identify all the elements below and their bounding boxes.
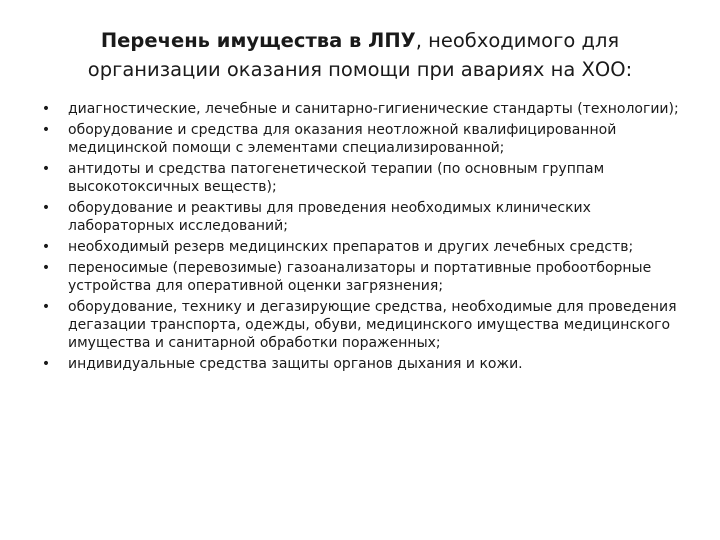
slide-title xyxy=(40,26,680,84)
title-line-2: организации оказания помощи при авариях на ХОО: xyxy=(87,58,633,81)
list-item xyxy=(40,238,690,256)
bullet-icon: • xyxy=(41,239,51,255)
list-item xyxy=(40,121,690,157)
list-item-text: антидоты и средства патогенетической терапии (по основным группам высокотоксичных веществ); xyxy=(68,161,605,195)
bullet-icon: • xyxy=(41,299,51,315)
bullet-icon: • xyxy=(41,122,51,138)
list-item-text: переносимые (перевозимые) газоанализаторы и портативные пробоотборные устройства для оперативной оценки загрязнения; xyxy=(68,260,652,294)
bullet-icon: • xyxy=(41,101,51,117)
bullet-icon: • xyxy=(41,161,51,177)
list-item-text: оборудование и средства для оказания неотложной квалифицированной медицинской помощи с элементами специализированной; xyxy=(68,122,617,156)
list-item xyxy=(40,298,690,352)
list-item xyxy=(40,259,690,295)
bullet-icon: • xyxy=(41,260,51,276)
list-item-text: необходимый резерв медицинских препаратов и других лечебных средств; xyxy=(68,239,634,255)
list-item-text: оборудование, технику и дегазирующие средства, необходимые для проведения дегазации транспорта, одежды, обуви, медицинского имущества медицинского имущества и санитарной обработки пораженных; xyxy=(68,299,677,351)
bullet-icon: • xyxy=(41,356,51,372)
list-item-text: индивидуальные средства защиты органов дыхания и кожи. xyxy=(68,356,523,372)
list-item-text: оборудование и реактивы для проведения необходимых клинических лабораторных исследований; xyxy=(68,200,591,234)
bullet-icon: • xyxy=(41,200,51,216)
list-item xyxy=(40,355,690,373)
list-item xyxy=(40,160,690,196)
list-item-text: диагностические, лечебные и санитарно-гигиенические стандарты (технологии); xyxy=(68,101,679,117)
title-rest: , необходимого для xyxy=(415,29,620,52)
list-item xyxy=(40,100,690,118)
equipment-list xyxy=(40,100,690,376)
title-bold-part: Перечень имущества в ЛПУ xyxy=(100,29,416,52)
list-item xyxy=(40,199,690,235)
